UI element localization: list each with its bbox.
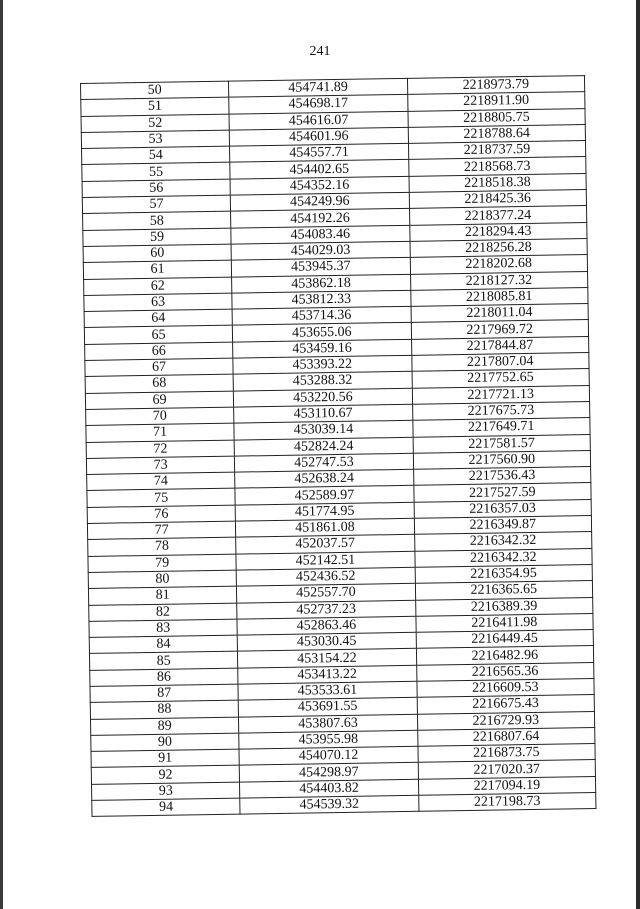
x-coordinate-cell: 454741.89 [229, 78, 408, 97]
y-coordinate-cell: 2217020.37 [418, 760, 596, 779]
point-number-cell: 90 [91, 733, 239, 752]
y-coordinate-cell: 2217807.04 [411, 353, 589, 372]
x-coordinate-cell: 453691.55 [238, 698, 417, 717]
x-coordinate-cell: 453288.32 [233, 372, 412, 391]
point-number-cell: 80 [88, 570, 236, 589]
point-number-cell: 77 [87, 521, 235, 540]
point-number-cell: 62 [84, 277, 232, 296]
y-coordinate-cell: 2218377.24 [409, 206, 587, 225]
point-number-cell: 78 [88, 537, 236, 556]
x-coordinate-cell: 451861.08 [236, 518, 415, 537]
x-coordinate-cell: 452142.51 [236, 551, 415, 570]
y-coordinate-cell: 2218568.73 [408, 157, 586, 176]
point-number-cell: 76 [87, 505, 235, 524]
y-coordinate-cell: 2216565.36 [416, 662, 594, 681]
scan-edge-right [636, 0, 640, 909]
x-coordinate-cell: 454029.03 [231, 241, 410, 260]
x-coordinate-cell: 454539.32 [240, 795, 419, 814]
x-coordinate-cell: 454601.96 [230, 127, 409, 146]
x-coordinate-cell: 452037.57 [236, 535, 415, 554]
y-coordinate-cell: 2218911.90 [407, 92, 585, 111]
x-coordinate-cell: 453220.56 [234, 388, 413, 407]
y-coordinate-cell: 2216609.53 [417, 678, 595, 697]
point-number-cell: 70 [86, 407, 234, 426]
point-number-cell: 94 [92, 798, 240, 817]
point-number-cell: 68 [85, 374, 233, 393]
y-coordinate-cell: 2217094.19 [418, 776, 596, 795]
point-number-cell: 88 [90, 700, 238, 719]
x-coordinate-cell: 453413.22 [238, 665, 417, 684]
x-coordinate-cell: 453459.16 [233, 339, 412, 358]
x-coordinate-cell: 453714.36 [232, 306, 411, 325]
point-number-cell: 74 [87, 472, 235, 491]
y-coordinate-cell: 2216729.93 [417, 711, 595, 730]
y-coordinate-cell: 2217675.73 [412, 401, 590, 420]
point-number-cell: 83 [89, 619, 237, 638]
point-number-cell: 73 [86, 456, 234, 475]
point-number-cell: 50 [81, 81, 229, 100]
y-coordinate-cell: 2216807.64 [417, 727, 595, 746]
y-coordinate-cell: 2216449.45 [416, 630, 594, 649]
x-coordinate-cell: 453039.14 [234, 421, 413, 440]
y-coordinate-cell: 2218737.59 [408, 141, 586, 160]
x-coordinate-cell: 453154.22 [238, 649, 417, 668]
point-number-cell: 82 [89, 603, 237, 622]
x-coordinate-cell: 452589.97 [235, 486, 414, 505]
point-number-cell: 93 [92, 782, 240, 801]
point-number-cell: 56 [82, 179, 230, 198]
x-coordinate-cell: 452824.24 [234, 437, 413, 456]
y-coordinate-cell: 2216342.32 [414, 548, 592, 567]
x-coordinate-cell: 454070.12 [239, 746, 418, 765]
x-coordinate-cell: 452737.23 [237, 600, 416, 619]
x-coordinate-cell: 452436.52 [236, 567, 415, 586]
point-number-cell: 85 [89, 651, 237, 670]
x-coordinate-cell: 454698.17 [229, 95, 408, 114]
y-coordinate-cell: 2216342.32 [414, 532, 592, 551]
y-coordinate-cell: 2218805.75 [408, 108, 586, 127]
y-coordinate-cell: 2216354.95 [415, 564, 593, 583]
x-coordinate-cell: 454249.96 [231, 192, 410, 211]
y-coordinate-cell: 2218085.81 [410, 287, 588, 306]
y-coordinate-cell: 2218294.43 [409, 222, 587, 241]
point-number-cell: 51 [81, 97, 229, 116]
x-coordinate-cell: 453030.45 [237, 632, 416, 651]
x-coordinate-cell: 451774.95 [235, 502, 414, 521]
page-number: 241 [309, 44, 331, 59]
point-number-cell: 64 [84, 309, 232, 328]
point-number-cell: 66 [85, 342, 233, 361]
x-coordinate-cell: 452747.53 [235, 453, 414, 472]
point-number-cell: 54 [82, 146, 230, 165]
point-number-cell: 63 [84, 293, 232, 312]
y-coordinate-cell: 2217752.65 [412, 369, 590, 388]
scan-edge-left [0, 0, 3, 909]
x-coordinate-cell: 453533.61 [238, 681, 417, 700]
y-coordinate-cell: 2218425.36 [409, 190, 587, 209]
y-coordinate-cell: 2218011.04 [411, 304, 589, 323]
y-coordinate-cell: 2217844.87 [411, 336, 589, 355]
x-coordinate-cell: 452557.70 [237, 584, 416, 603]
point-number-cell: 52 [81, 114, 229, 133]
point-number-cell: 91 [91, 749, 239, 768]
y-coordinate-cell: 2218202.68 [410, 255, 588, 274]
point-number-cell: 69 [85, 391, 233, 410]
y-coordinate-cell: 2217721.13 [412, 385, 590, 404]
y-coordinate-cell: 2218788.64 [408, 124, 586, 143]
y-coordinate-cell: 2217969.72 [411, 320, 589, 339]
point-number-cell: 58 [83, 212, 231, 231]
x-coordinate-cell: 453862.18 [232, 274, 411, 293]
y-coordinate-cell: 2217527.59 [413, 483, 591, 502]
x-coordinate-cell: 453945.37 [232, 258, 411, 277]
coordinates-table-body [81, 76, 596, 817]
point-number-cell: 79 [88, 554, 236, 573]
point-number-cell: 71 [86, 423, 234, 442]
point-number-cell: 92 [91, 766, 239, 785]
point-number-cell: 84 [89, 635, 237, 654]
y-coordinate-cell: 2216389.39 [415, 597, 593, 616]
y-coordinate-cell: 2218973.79 [407, 76, 585, 95]
point-number-cell: 61 [83, 260, 231, 279]
point-number-cell: 87 [90, 684, 238, 703]
y-coordinate-cell: 2216675.43 [417, 695, 595, 714]
y-coordinate-cell: 2217560.90 [413, 450, 591, 469]
y-coordinate-cell: 2218518.38 [409, 173, 587, 192]
x-coordinate-cell: 453110.67 [234, 404, 413, 423]
point-number-cell: 53 [81, 130, 229, 149]
y-coordinate-cell: 2216357.03 [414, 499, 592, 518]
x-coordinate-cell: 454083.46 [231, 225, 410, 244]
point-number-cell: 55 [82, 163, 230, 182]
y-coordinate-cell: 2216365.65 [415, 581, 593, 600]
y-coordinate-cell: 2217581.57 [413, 434, 591, 453]
y-coordinate-cell: 2218256.28 [410, 239, 588, 258]
x-coordinate-cell: 454616.07 [229, 111, 408, 130]
y-coordinate-cell: 2216411.98 [416, 613, 594, 632]
point-number-cell: 75 [87, 489, 235, 508]
x-coordinate-cell: 453955.98 [239, 730, 418, 749]
point-number-cell: 89 [90, 717, 238, 736]
point-number-cell: 81 [88, 586, 236, 605]
x-coordinate-cell: 453655.06 [233, 323, 412, 342]
point-number-cell: 60 [83, 244, 231, 263]
x-coordinate-cell: 452638.24 [235, 469, 414, 488]
point-number-cell: 57 [82, 195, 230, 214]
y-coordinate-cell: 2216873.75 [418, 744, 596, 763]
point-number-cell: 72 [86, 440, 234, 459]
x-coordinate-cell: 454352.16 [230, 176, 409, 195]
y-coordinate-cell: 2216349.87 [414, 516, 592, 535]
x-coordinate-cell: 454403.82 [240, 779, 419, 798]
x-coordinate-cell: 454402.65 [230, 160, 409, 179]
y-coordinate-cell: 2216482.96 [416, 646, 594, 665]
coordinates-table [80, 75, 596, 817]
point-number-cell: 65 [84, 326, 232, 345]
x-coordinate-cell: 454298.97 [239, 763, 418, 782]
x-coordinate-cell: 452863.46 [237, 616, 416, 635]
x-coordinate-cell: 453393.22 [233, 355, 412, 374]
x-coordinate-cell: 453812.33 [232, 290, 411, 309]
y-coordinate-cell: 2217198.73 [418, 793, 596, 812]
point-number-cell: 86 [90, 668, 238, 687]
y-coordinate-cell: 2218127.32 [410, 271, 588, 290]
x-coordinate-cell: 454557.71 [230, 144, 409, 163]
point-number-cell: 59 [83, 228, 231, 247]
x-coordinate-cell: 453807.63 [239, 714, 418, 733]
y-coordinate-cell: 2217649.71 [412, 418, 590, 437]
x-coordinate-cell: 454192.26 [231, 209, 410, 228]
point-number-cell: 67 [85, 358, 233, 377]
y-coordinate-cell: 2217536.43 [413, 467, 591, 486]
